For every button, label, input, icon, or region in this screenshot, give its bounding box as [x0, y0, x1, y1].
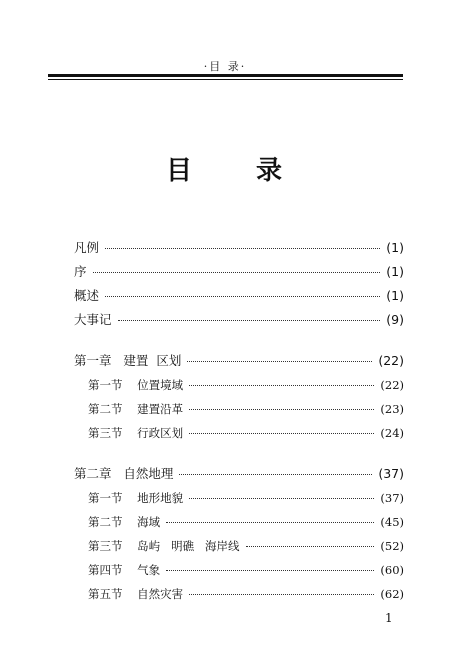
- dot-leader: [105, 296, 380, 297]
- section-page: (22): [380, 378, 404, 392]
- title-char-2: 录: [256, 156, 283, 186]
- toc-section[interactable]: [74, 421, 404, 445]
- toc-entry-page: (1): [386, 288, 404, 303]
- table-of-contents: [74, 236, 404, 606]
- section-label: 第四节 气象: [88, 563, 161, 577]
- toc-entry-label: 概述: [74, 288, 100, 303]
- section-page: (24): [380, 426, 404, 440]
- section-label: 第五节 自然灾害: [88, 587, 184, 601]
- dot-leader: [93, 272, 381, 273]
- chapter-page: (37): [378, 466, 404, 481]
- section-page: (62): [380, 587, 404, 601]
- toc-entry-xu[interactable]: [74, 260, 404, 284]
- spacer: [74, 332, 404, 349]
- header-rule-thin: [48, 79, 403, 80]
- section-label: 第一节 位置境域: [88, 378, 184, 392]
- toc-entry-dashiji[interactable]: [74, 308, 404, 332]
- toc-entry-page: (1): [386, 240, 404, 255]
- section-page: (37): [380, 491, 404, 505]
- toc-section[interactable]: [74, 373, 404, 397]
- toc-entry-page: (1): [386, 264, 404, 279]
- toc-entry-label: 序: [74, 264, 87, 279]
- toc-chapter-1[interactable]: [74, 349, 404, 373]
- section-label: 第一节 地形地貌: [88, 491, 184, 505]
- toc-entry-fanli[interactable]: [74, 236, 404, 260]
- section-label: 第二节 建置沿革: [88, 402, 184, 416]
- section-page: (60): [380, 563, 404, 577]
- page-number: 1: [385, 611, 393, 625]
- dot-leader: [189, 594, 374, 595]
- chapter-label: 第一章 建置 区划: [74, 353, 182, 368]
- toc-section[interactable]: [74, 558, 404, 582]
- dot-leader: [189, 385, 374, 386]
- section-page: (45): [380, 515, 404, 529]
- toc-section[interactable]: [74, 534, 404, 558]
- toc-section[interactable]: [74, 582, 404, 606]
- dot-leader: [187, 361, 372, 362]
- section-page: (52): [380, 539, 404, 553]
- dot-leader: [189, 498, 374, 499]
- chapter-page: (22): [378, 353, 404, 368]
- section-label: 第三节 行政区划: [88, 426, 184, 440]
- dot-leader: [189, 433, 374, 434]
- dot-leader: [179, 474, 372, 475]
- dot-leader: [118, 320, 381, 321]
- dot-leader: [166, 522, 374, 523]
- toc-section[interactable]: [74, 397, 404, 421]
- section-label: 第三节 岛屿 明礁 海岸线: [88, 539, 240, 553]
- header-rule-thick: [48, 74, 403, 77]
- section-page: (23): [380, 402, 404, 416]
- toc-entry-label: 凡例: [74, 240, 100, 255]
- dot-leader: [189, 409, 374, 410]
- dot-leader: [166, 570, 374, 571]
- toc-entry-page: (9): [386, 312, 404, 327]
- section-label: 第二节 海域: [88, 515, 161, 529]
- chapter-label: 第二章 自然地理: [74, 466, 174, 481]
- toc-entry-gaishu[interactable]: [74, 284, 404, 308]
- toc-section[interactable]: [74, 510, 404, 534]
- toc-chapter-2[interactable]: [74, 462, 404, 486]
- dot-leader: [246, 546, 375, 547]
- toc-section[interactable]: [74, 486, 404, 510]
- toc-entry-label: 大事记: [74, 312, 112, 327]
- title-char-1: 目: [166, 156, 193, 186]
- running-head: ·目 录·: [203, 60, 247, 73]
- spacer: [74, 445, 404, 462]
- dot-leader: [105, 248, 380, 249]
